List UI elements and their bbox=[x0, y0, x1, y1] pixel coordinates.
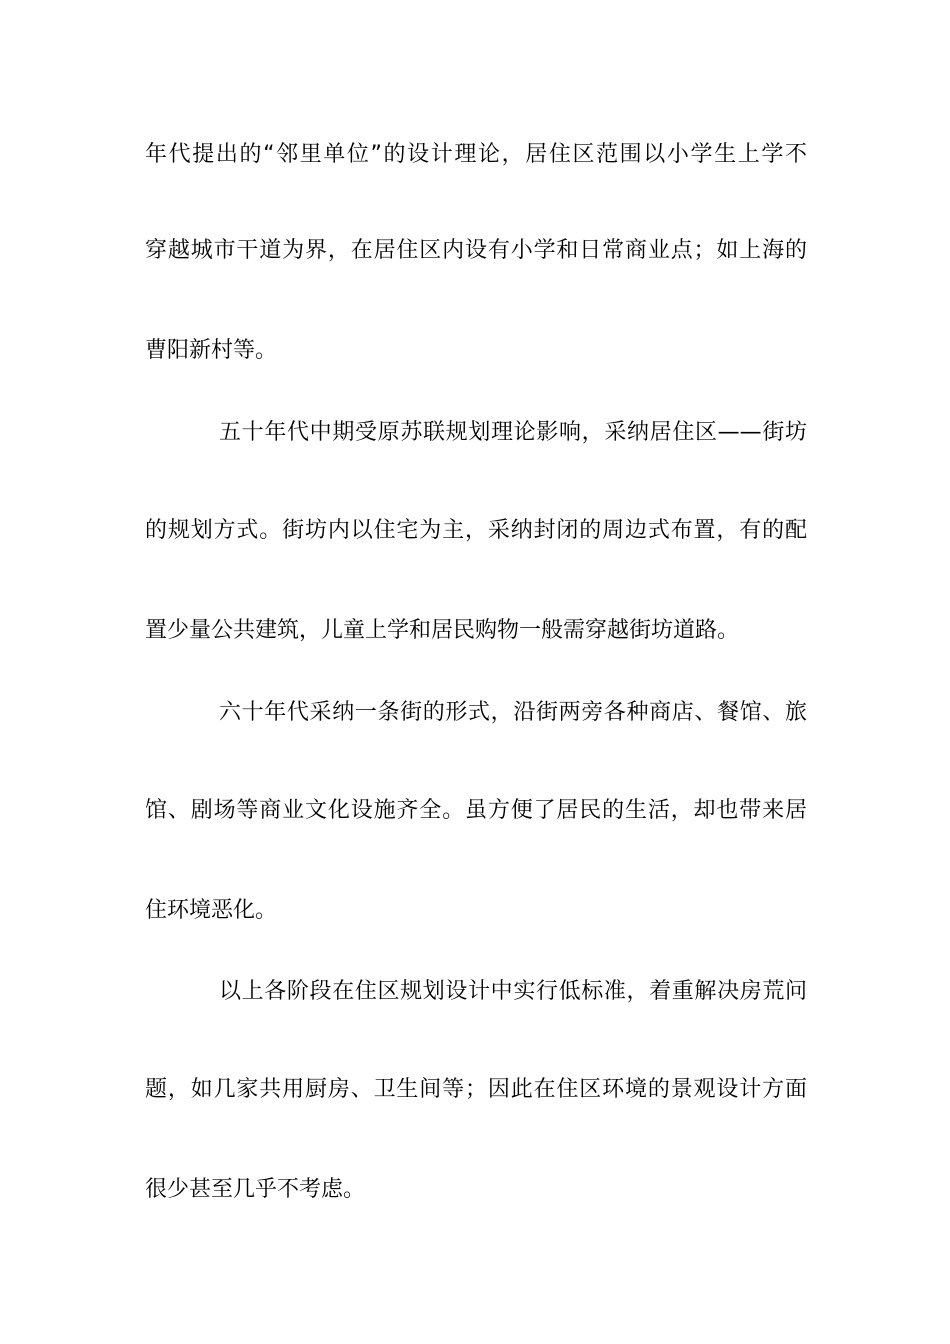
text-line: 的规划方式。街坊内以住宅为主，采纳封闭的周边式布置，有的配 bbox=[145, 518, 807, 543]
text-line: 住环境恶化。 bbox=[145, 898, 278, 923]
text-line: 曹阳新村等。 bbox=[145, 338, 278, 363]
text-line: 以上各阶段在住区规划设计中实行低标准，着重解决房荒问 bbox=[219, 979, 807, 1004]
text-line: 年代提出的“邻里单位”的设计理论，居住区范围以小学生上学不 bbox=[145, 142, 807, 167]
text-line: 穿越城市干道为界，在居住区内设有小学和日常商业点；如上海的 bbox=[145, 238, 807, 263]
text-line: 很少甚至几乎不考虑。 bbox=[145, 1177, 366, 1202]
text-line: 题，如几家共用厨房、卫生间等；因此在住区环境的景观设计方面 bbox=[145, 1077, 807, 1102]
text-line: 五十年代中期受原苏联规划理论影响，采纳居住区——街坊 bbox=[219, 420, 807, 445]
text-line: 馆、剧场等商业文化设施齐全。虽方便了居民的生活，却也带来居 bbox=[145, 798, 807, 823]
text-line: 置少量公共建筑，儿童上学和居民购物一般需穿越街坊道路。 bbox=[145, 618, 740, 643]
text-line: 六十年代采纳一条街的形式，沿街两旁各种商店、餐馆、旅 bbox=[219, 700, 807, 725]
